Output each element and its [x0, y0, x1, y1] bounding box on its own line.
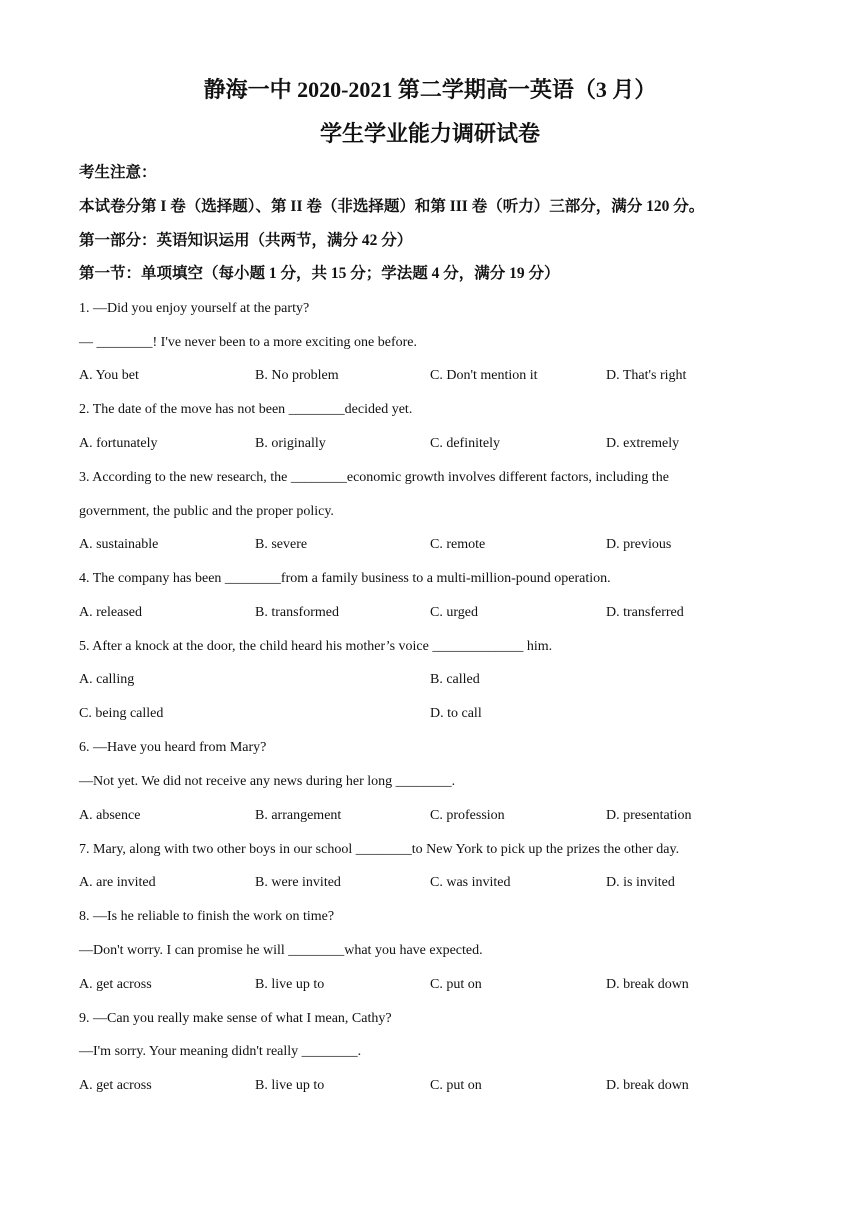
question-1-line-2: — ________! I've never been to a more exciting one before.	[79, 335, 418, 350]
question-7-option-d: D. is invited	[606, 875, 675, 890]
question-7-option-b: B. were invited	[255, 875, 341, 890]
question-4-line-1: 4. The company has been ________from a family business to a multi-million-pound operation.	[79, 571, 611, 586]
question-2-option-d: D. extremely	[606, 436, 680, 451]
question-8-line-2: —Don't worry. I can promise he will ________what you have expected.	[79, 943, 483, 958]
part1-heading: 第一部分：英语知识运用（共两节，满分 42 分）	[79, 232, 413, 249]
question-3-option-c: C. remote	[430, 537, 486, 552]
question-5-option-a: A. calling	[79, 672, 135, 687]
question-8-option-b: B. live up to	[255, 977, 325, 992]
question-6-line-2: —Not yet. We did not receive any news during her long ________.	[79, 774, 456, 789]
question-9-line-1: 9. —Can you really make sense of what I mean, Cathy?	[79, 1011, 392, 1026]
question-9-option-d: D. break down	[606, 1078, 689, 1093]
exam-title: 静海一中 2020-2021 第二学期高一英语（3 月）	[203, 77, 657, 102]
question-1-line-1: 1. —Did you enjoy yourself at the party?	[79, 301, 310, 316]
question-6-option-c: C. profession	[430, 808, 505, 823]
question-3-line-1: 3. According to the new research, the ________economic growth involves different factors, including the	[79, 470, 669, 485]
question-1-option-a: A. You bet	[79, 368, 139, 383]
question-6-line-1: 6. —Have you heard from Mary?	[79, 740, 267, 755]
question-1-option-c: C. Don't mention it	[430, 368, 538, 383]
section1-heading: 第一节：单项填空（每小题 1 分，共 15 分；学法题 4 分，满分 19 分）	[79, 265, 560, 282]
question-8-option-a: A. get across	[79, 977, 152, 992]
question-8-line-1: 8. —Is he reliable to finish the work on time?	[79, 909, 335, 924]
question-9-option-a: A. get across	[79, 1078, 152, 1093]
question-2-option-a: A. fortunately	[79, 436, 158, 451]
question-1-option-d: D. That's right	[606, 368, 687, 383]
question-4-option-c: C. urged	[430, 605, 478, 620]
question-2-option-b: B. originally	[255, 436, 326, 451]
question-3-option-a: A. sustainable	[79, 537, 159, 552]
question-1-option-b: B. No problem	[255, 368, 339, 383]
question-9-line-2: —I'm sorry. Your meaning didn't really ________.	[79, 1044, 362, 1059]
question-9-option-c: C. put on	[430, 1078, 482, 1093]
question-8-option-d: D. break down	[606, 977, 689, 992]
question-6-option-d: D. presentation	[606, 808, 692, 823]
question-7-line-1: 7. Mary, along with two other boys in our school ________to New York to pick up the prizes the other day.	[79, 842, 680, 857]
notice-text: 本试卷分第 I 卷（选择题）、第 II 卷（非选择题）和第 III 卷（听力）三部分，满分 120 分。	[79, 198, 705, 215]
question-5-option-c: C. being called	[79, 706, 164, 721]
question-8-option-c: C. put on	[430, 977, 482, 992]
question-3-option-d: D. previous	[606, 537, 672, 552]
question-7-option-c: C. was invited	[430, 875, 511, 890]
question-9-option-b: B. live up to	[255, 1078, 325, 1093]
notice-label: 考生注意：	[79, 164, 157, 181]
question-3-option-b: B. severe	[255, 537, 308, 552]
question-2-option-c: C. definitely	[430, 436, 500, 451]
question-5-line-1: 5. After a knock at the door, the child heard his mother’s voice _____________ him.	[79, 639, 553, 654]
question-3-line-2: government, the public and the proper policy.	[79, 504, 334, 519]
question-4-option-d: D. transferred	[606, 605, 684, 620]
question-5-option-b: B. called	[430, 672, 480, 687]
question-5-option-d: D. to call	[430, 706, 482, 721]
question-7-option-a: A. are invited	[79, 875, 156, 890]
exam-subtitle: 学生学业能力调研试卷	[319, 121, 540, 146]
question-4-option-a: A. released	[79, 605, 142, 620]
question-2-line-1: 2. The date of the move has not been ________decided yet.	[79, 402, 413, 417]
question-6-option-b: B. arrangement	[255, 808, 342, 823]
question-4-option-b: B. transformed	[255, 605, 339, 620]
question-6-option-a: A. absence	[79, 808, 141, 823]
